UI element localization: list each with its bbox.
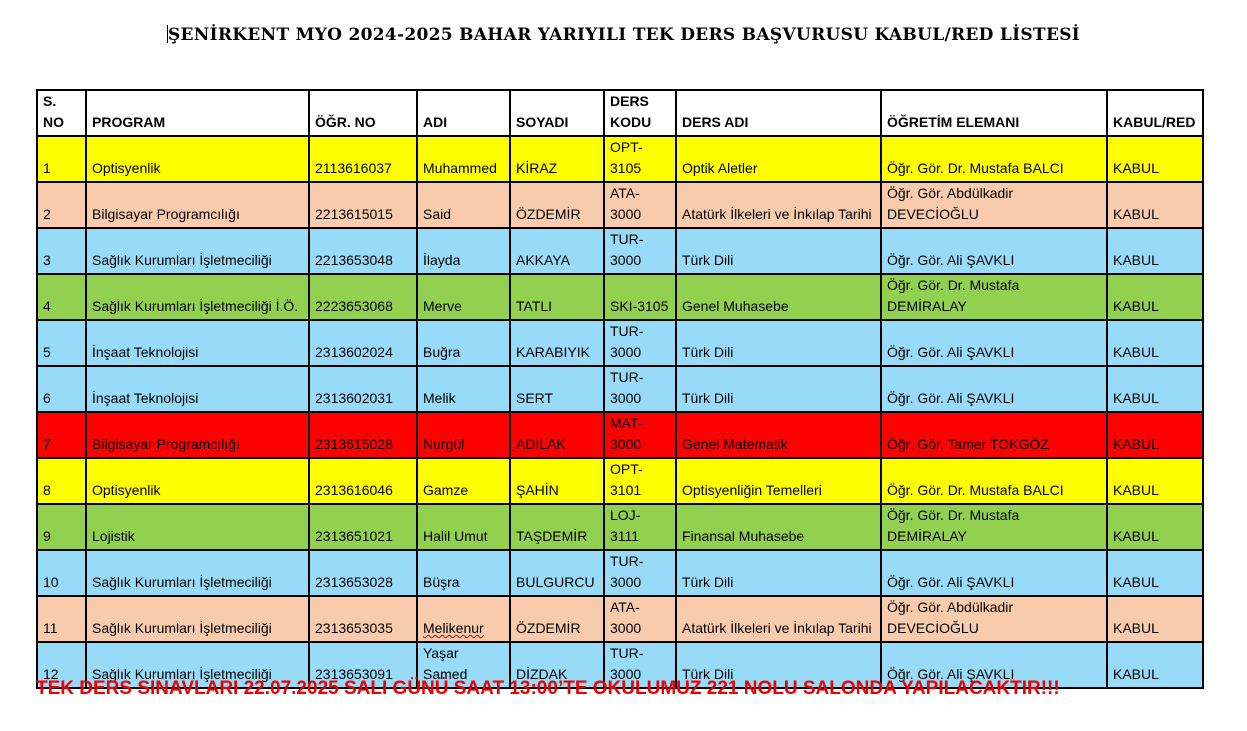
cell-program: Lojistik (86, 504, 309, 550)
cell-ders-adi: Atatürk İlkeleri ve İnkılap Tarihi (676, 182, 881, 228)
cell-adi: Melik (417, 366, 510, 412)
cell-ogr-no: 2313616046 (309, 458, 417, 504)
cell-program: İnşaat Teknolojisi (86, 366, 309, 412)
cell-ogr-no: 2113616037 (309, 136, 417, 182)
cell-kabul-red: KABUL (1107, 274, 1203, 320)
cell-ders-kodu: TUR-3000 (604, 550, 676, 596)
cell-ogretim-elemani: Öğr. Gör. Ali ŞAVKLI (881, 366, 1107, 412)
cell-ogr-no: 2223653068 (309, 274, 417, 320)
cell-ogretim-elemani: Öğr. Gör. Tamer TOKGÖZ (881, 412, 1107, 458)
cell-ders-adi: Türk Dili (676, 642, 881, 688)
cell-ders-adi: Genel Muhasebe (676, 274, 881, 320)
header-kabul-red: KABUL/RED (1107, 90, 1203, 136)
table-row (37, 550, 1203, 596)
cell-soyadi: KİRAZ (510, 136, 604, 182)
cell-kabul-red: KABUL (1107, 642, 1203, 688)
cell-program: Optisyenlik (86, 458, 309, 504)
cell-soyadi: ÖZDEMİR (510, 596, 604, 642)
cell-sno: 2 (37, 182, 86, 228)
cell-ogretim-elemani: Öğr. Gör. Abdülkadir DEVECİOĞLU (881, 596, 1107, 642)
cell-soyadi: SERT (510, 366, 604, 412)
header-ders-kodu: DERS KODU (604, 90, 676, 136)
table-row (37, 274, 1203, 320)
cell-program: Bilgisayar Programcılığı (86, 182, 309, 228)
cell-sno: 9 (37, 504, 86, 550)
cell-adi: Gamze (417, 458, 510, 504)
header-ogr-no: ÖĞR. NO (309, 90, 417, 136)
cell-adi: İlayda (417, 228, 510, 274)
cell-ogretim-elemani: Öğr. Gör. Dr. Mustafa BALCI (881, 458, 1107, 504)
cell-ogr-no: 2313615028 (309, 412, 417, 458)
cell-sno: 4 (37, 274, 86, 320)
cell-ders-adi: Optik Aletler (676, 136, 881, 182)
cell-ogr-no: 2213653048 (309, 228, 417, 274)
cell-ders-kodu: LOJ-3111 (604, 504, 676, 550)
cell-adi: Halil Umut (417, 504, 510, 550)
table-body (37, 136, 1203, 688)
cell-kabul-red: KABUL (1107, 504, 1203, 550)
cell-soyadi: DİZDAK (510, 642, 604, 688)
table-row (37, 504, 1203, 550)
header-ders-adi: DERS ADI (676, 90, 881, 136)
cell-program: Optisyenlik (86, 136, 309, 182)
table-row (37, 366, 1203, 412)
cell-sno: 8 (37, 458, 86, 504)
header-program: PROGRAM (86, 90, 309, 136)
cell-kabul-red: KABUL (1107, 596, 1203, 642)
cell-sno: 6 (37, 366, 86, 412)
cell-soyadi: AKKAYA (510, 228, 604, 274)
cell-adi: Nurgül (417, 412, 510, 458)
cell-ders-adi: Finansal Muhasebe (676, 504, 881, 550)
cell-sno: 12 (37, 642, 86, 688)
cell-ders-kodu: SKI-3105 (604, 274, 676, 320)
cell-ogr-no: 2313602024 (309, 320, 417, 366)
cell-soyadi: ÖZDEMİR (510, 182, 604, 228)
cell-ders-adi: Genel Matematik (676, 412, 881, 458)
cell-ders-kodu: MAT-3000 (604, 412, 676, 458)
cell-ogretim-elemani: Öğr. Gör. Dr. Mustafa DEMİRALAY (881, 274, 1107, 320)
cell-ogretim-elemani: Öğr. Gör. Ali ŞAVKLI (881, 320, 1107, 366)
header-ogretim-elemani: ÖĞRETİM ELEMANI (881, 90, 1107, 136)
page-title (0, 25, 1247, 45)
table-row (37, 228, 1203, 274)
cell-ogretim-elemani: Öğr. Gör. Ali ŞAVKLI (881, 228, 1107, 274)
cell-adi: Merve (417, 274, 510, 320)
cell-ogr-no: 2313653035 (309, 596, 417, 642)
cell-ogr-no: 2313651021 (309, 504, 417, 550)
cell-sno: 11 (37, 596, 86, 642)
cell-ders-kodu: OPT-3101 (604, 458, 676, 504)
cell-ogr-no: 2313602031 (309, 366, 417, 412)
cell-ogretim-elemani: Öğr. Gör. Dr. Mustafa DEMİRALAY (881, 504, 1107, 550)
table-row (37, 596, 1203, 642)
page-title-text: ŞENİRKENT MYO 2024-2025 BAHAR YARIYILI TEK DERS BAŞVURUSU KABUL/RED LİSTESİ (167, 25, 1081, 45)
table-row (37, 182, 1203, 228)
header-sno: S. NO (37, 90, 86, 136)
cell-program: Sağlık Kurumları İşletmeciliği (86, 228, 309, 274)
cell-ogretim-elemani: Öğr. Gör. Ali ŞAVKLI (881, 642, 1107, 688)
cell-kabul-red: KABUL (1107, 550, 1203, 596)
cell-adi: Muhammed (417, 136, 510, 182)
cell-sno: 1 (37, 136, 86, 182)
cell-adi: Melikenur (417, 596, 510, 642)
exam-notice: TEK DERS SINAVLARI 22.07.2025 SALI GÜNÜ SAAT 13:00’TE OKULUMUZ 221 NOLU SALONDA YAPILACAKTIR!!! (36, 678, 1060, 699)
cell-ogretim-elemani: Öğr. Gör. Abdülkadir DEVECİOĞLU (881, 182, 1107, 228)
cell-soyadi: ADİLAK (510, 412, 604, 458)
cell-program: Bilgisayar Programcılığı (86, 412, 309, 458)
cell-kabul-red: KABUL (1107, 366, 1203, 412)
application-table (36, 89, 1204, 689)
cell-sno: 10 (37, 550, 86, 596)
cell-ders-kodu: TUR-3000 (604, 228, 676, 274)
cell-program: Sağlık Kurumları İşletmeciliği (86, 642, 309, 688)
cell-soyadi: BULGURCU (510, 550, 604, 596)
cell-adi: Buğra (417, 320, 510, 366)
cell-adi: Yaşar Samed (417, 642, 510, 688)
cell-ogr-no: 2313653091 (309, 642, 417, 688)
cell-kabul-red: KABUL (1107, 412, 1203, 458)
cell-program: İnşaat Teknolojisi (86, 320, 309, 366)
cell-sno: 7 (37, 412, 86, 458)
cell-kabul-red: KABUL (1107, 182, 1203, 228)
cell-kabul-red: KABUL (1107, 458, 1203, 504)
table-row (37, 458, 1203, 504)
cell-soyadi: ŞAHİN (510, 458, 604, 504)
cell-ders-kodu: TUR-3000 (604, 320, 676, 366)
cell-ogretim-elemani: Öğr. Gör. Dr. Mustafa BALCI (881, 136, 1107, 182)
cell-adi: Büşra (417, 550, 510, 596)
cell-ders-adi: Türk Dili (676, 320, 881, 366)
cell-kabul-red: KABUL (1107, 136, 1203, 182)
cell-ders-kodu: ATA-3000 (604, 182, 676, 228)
cell-ders-kodu: OPT-3105 (604, 136, 676, 182)
cell-program: Sağlık Kurumları İşletmeciliği (86, 596, 309, 642)
cell-ders-adi: Atatürk İlkeleri ve İnkılap Tarihi (676, 596, 881, 642)
cell-ders-kodu: TUR-3000 (604, 642, 676, 688)
cell-kabul-red: KABUL (1107, 228, 1203, 274)
cell-kabul-red: KABUL (1107, 320, 1203, 366)
cell-soyadi: TAŞDEMİR (510, 504, 604, 550)
cell-ogr-no: 2313653028 (309, 550, 417, 596)
cell-sno: 3 (37, 228, 86, 274)
header-adi: ADI (417, 90, 510, 136)
table-row (37, 136, 1203, 182)
cell-ders-kodu: TUR-3000 (604, 366, 676, 412)
cell-program: Sağlık Kurumları İşletmeciliği (86, 550, 309, 596)
table-row (37, 320, 1203, 366)
cell-sno: 5 (37, 320, 86, 366)
table-row (37, 412, 1203, 458)
cell-ders-adi: Optisyenliğin Temelleri (676, 458, 881, 504)
cell-ders-adi: Türk Dili (676, 228, 881, 274)
cell-soyadi: KARABIYIK (510, 320, 604, 366)
cell-ogretim-elemani: Öğr. Gör. Ali ŞAVKLI (881, 550, 1107, 596)
cell-ogr-no: 2213615015 (309, 182, 417, 228)
cell-ders-adi: Türk Dili (676, 550, 881, 596)
cell-ders-adi: Türk Dili (676, 366, 881, 412)
cell-ders-kodu: ATA-3000 (604, 596, 676, 642)
header-soyadi: SOYADI (510, 90, 604, 136)
table-header-row (37, 90, 1203, 136)
cell-soyadi: TATLI (510, 274, 604, 320)
cell-adi: Said (417, 182, 510, 228)
cell-program: Sağlık Kurumları İşletmeciliği İ.Ö. (86, 274, 309, 320)
